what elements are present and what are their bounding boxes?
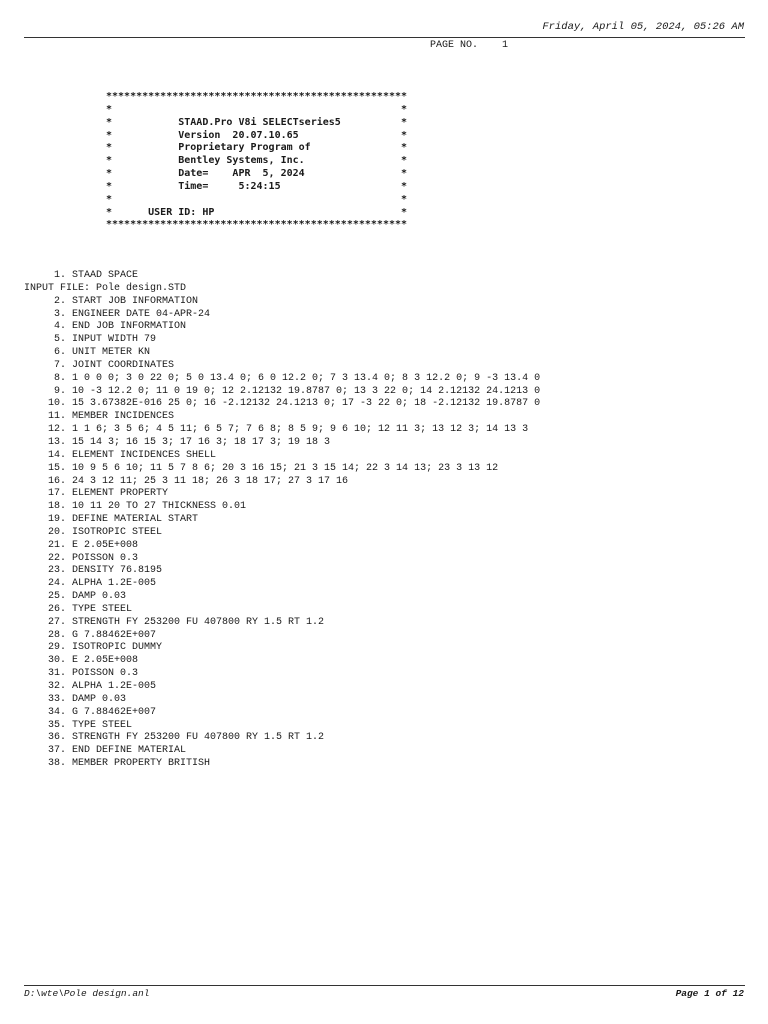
banner-line: ************************************************** — [106, 91, 408, 102]
listing-line: 18. 10 11 20 TO 27 THICKNESS 0.01 — [24, 501, 247, 513]
listing-line: 13. 15 14 3; 16 15 3; 17 16 3; 18 17 3; 19 18 3 — [24, 436, 331, 448]
listing-line: 31. POISSON 0.3 — [24, 668, 139, 680]
listing-line: 16. 24 3 12 11; 25 3 11 18; 26 3 18 17; 27 3 17 16 — [24, 475, 349, 487]
listing-line: 29. ISOTROPIC DUMMY — [24, 642, 163, 654]
banner-line: * Version 20.07.10.65 * — [106, 129, 408, 141]
listing-line: 19. DEFINE MATERIAL START — [24, 514, 199, 526]
listing-line: 1. STAAD SPACE — [24, 270, 139, 281]
banner-line: * Bentley Systems, Inc. * — [106, 155, 408, 167]
listing-line: 8. 1 0 0 0; 3 0 22 0; 5 0 13.4 0; 6 0 12.2 0; 7 3 13.4 0; 8 3 12.2 0; 9 -3 13.4 0 — [24, 372, 541, 384]
listing-line: 22. POISSON 0.3 — [24, 552, 139, 564]
listing-line: 34. G 7.88462E+007 — [24, 706, 157, 718]
listing-line: 33. DAMP 0.03 — [24, 693, 127, 705]
listing-line: 10. 15 3.67382E-016 25 0; 16 -2.12132 24.1213 0; 17 -3 22 0; 18 -2.12132 19.8787 0 — [24, 398, 541, 410]
listing-line: 5. INPUT WIDTH 79 — [24, 334, 157, 346]
banner-line: * Time= 5:24:15 * — [106, 180, 408, 192]
listing-line: 35. TYPE STEEL — [24, 719, 133, 731]
report-datetime: Friday, April 05, 2024, 05:26 AM — [542, 21, 744, 33]
listing-line: 14. ELEMENT INCIDENCES SHELL — [24, 449, 217, 461]
listing-line: 9. 10 -3 12.2 0; 11 0 19 0; 12 2.12132 19.8787 0; 13 3 22 0; 14 2.12132 24.1213 0 — [24, 385, 541, 397]
listing-line: 21. E 2.05E+008 — [24, 539, 139, 551]
banner-line: * Proprietary Program of * — [106, 142, 408, 154]
listing-line: 27. STRENGTH FY 253200 FU 407800 RY 1.5 RT 1.2 — [24, 616, 325, 628]
listing-line: 32. ALPHA 1.2E-005 — [24, 681, 157, 692]
banner-line: * * — [106, 103, 408, 115]
banner-line: * USER ID: HP * — [106, 206, 408, 218]
listing-line: 24. ALPHA 1.2E-005 — [24, 578, 157, 590]
file-path: D:\wte\Pole design.anl — [24, 988, 150, 999]
listing-line: 25. DAMP 0.03 — [24, 591, 127, 603]
banner-line: * Date= APR 5, 2024 * — [106, 168, 408, 180]
banner-line: * * — [106, 193, 408, 205]
program-banner — [106, 91, 407, 232]
listing-line: INPUT FILE: Pole design.STD — [24, 282, 187, 294]
footer-divider — [24, 985, 745, 986]
header-divider — [24, 37, 745, 38]
listing-line: 38. MEMBER PROPERTY BRITISH — [24, 758, 211, 770]
listing-line: 20. ISOTROPIC STEEL — [24, 526, 163, 538]
listing-line: 11. MEMBER INCIDENCES — [24, 411, 175, 423]
page-count: Page 1 of 12 — [675, 988, 744, 999]
input-listing — [24, 270, 540, 771]
banner-line: * STAAD.Pro V8i SELECTseries5 * — [106, 116, 408, 128]
listing-line: 23. DENSITY 76.8195 — [24, 565, 163, 577]
listing-line: 6. UNIT METER KN — [24, 347, 151, 359]
listing-line: 4. END JOB INFORMATION — [24, 321, 187, 333]
listing-line: 3. ENGINEER DATE 04-APR-24 — [24, 308, 211, 320]
listing-line: 26. TYPE STEEL — [24, 603, 133, 615]
listing-line: 37. END DEFINE MATERIAL — [24, 745, 187, 757]
page-number-label: PAGE NO. 1 — [430, 40, 509, 51]
listing-line: 36. STRENGTH FY 253200 FU 407800 RY 1.5 RT 1.2 — [24, 732, 325, 744]
listing-line: 2. START JOB INFORMATION — [24, 295, 199, 307]
listing-line: 30. E 2.05E+008 — [24, 655, 139, 667]
listing-line: 15. 10 9 5 6 10; 11 5 7 8 6; 20 3 16 15; 21 3 15 14; 22 3 14 13; 23 3 13 12 — [24, 462, 499, 474]
listing-line: 28. G 7.88462E+007 — [24, 629, 157, 641]
listing-line: 12. 1 1 6; 3 5 6; 4 5 11; 6 5 7; 7 6 8; 8 5 9; 9 6 10; 12 11 3; 13 12 3; 14 13 3 — [24, 424, 529, 436]
listing-line: 7. JOINT COORDINATES — [24, 359, 175, 371]
banner-line: ************************************************** — [106, 219, 408, 231]
listing-line: 17. ELEMENT PROPERTY — [24, 488, 169, 500]
